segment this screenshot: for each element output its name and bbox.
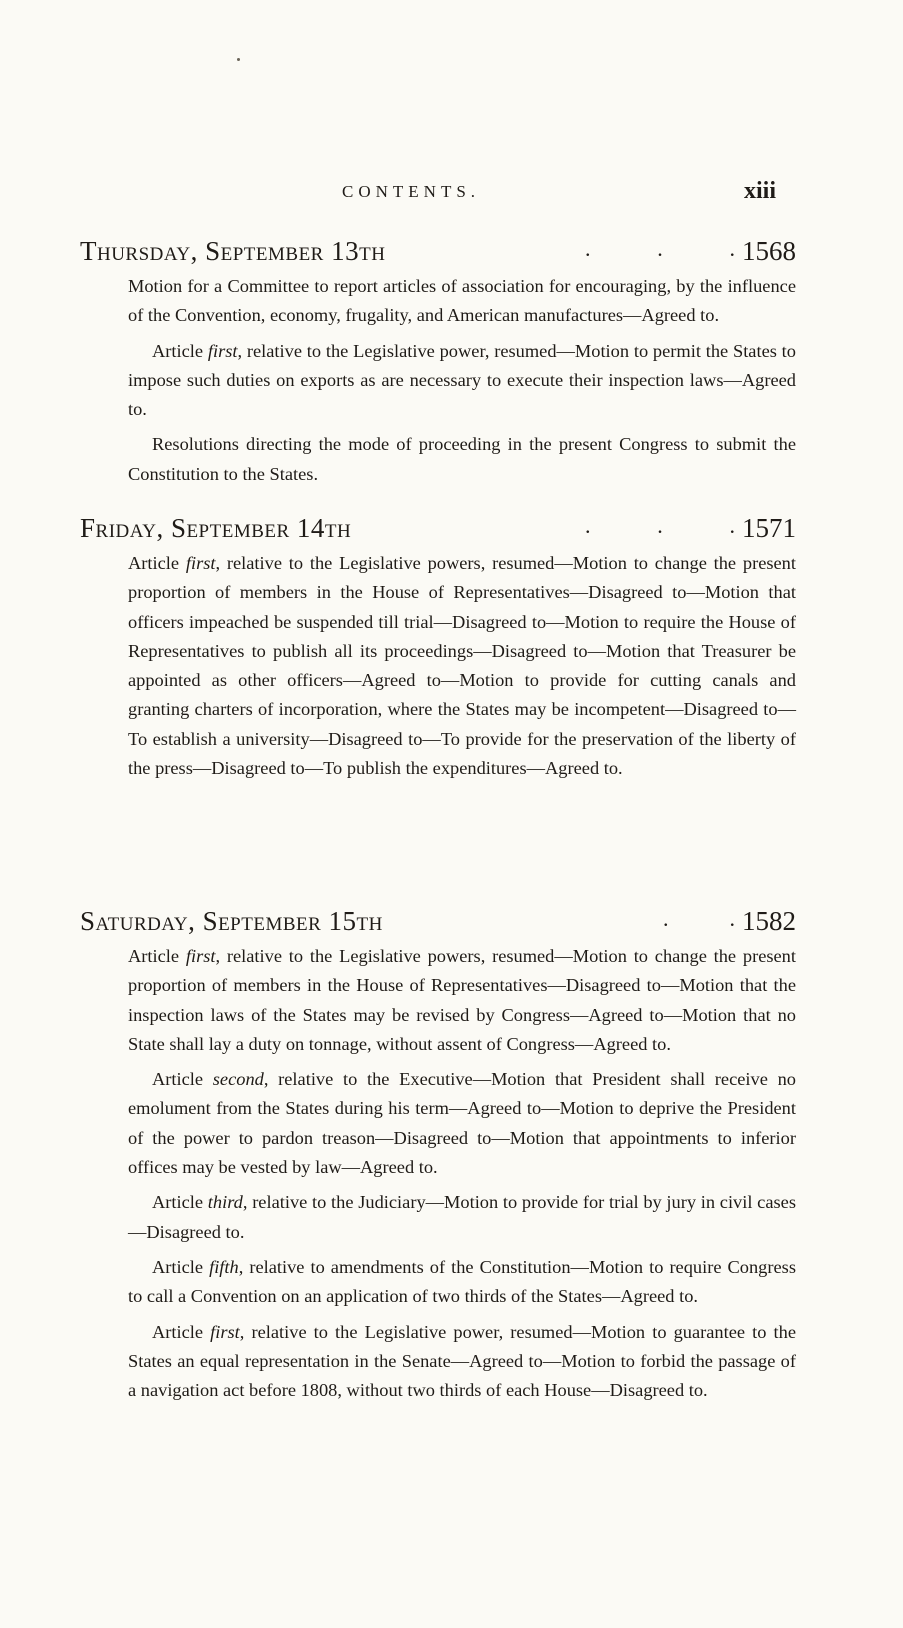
day-name: Thursday bbox=[80, 236, 191, 266]
entry-paragraph: Article third, relative to the Judiciary—Motion to provide for trial by jury in civil cases—Disagreed to. bbox=[128, 1192, 796, 1242]
entry-thursday bbox=[80, 236, 796, 495]
entry-saturday bbox=[80, 906, 796, 1411]
entry-paragraph: Article first, relative to the Legislative powers, resumed—Motion to change the present proportion of members in the House of Representatives—Disagreed to—Motion that the inspection laws of the States may be revised by Congress—Agreed to—Motion that no State shall lay a duty on tonnage, without assent of Congress—Agreed to. bbox=[128, 946, 796, 1054]
entry-paragraph: Article first, relative to the Legislative powers, resumed—Motion to change the present proportion of members in the House of Representatives—Disagreed to—Motion that officers impeached be suspended till trial—Disagreed to—Motion to require the House of Representatives to publish all its proceedings—Disagreed to—Motion that Treasurer be appointed as other officers—Agreed to—Motion to provide for cutting canals and granting charters of incorporation, where the States may be incompetent—Disagreed to—To establish a university—Disagreed to—To provide for the preservation of the liberty of the press—Disagreed to—To publish the expenditures—Agreed to. bbox=[128, 553, 796, 779]
entry-page-number: 1568 bbox=[742, 236, 796, 266]
entry-date: Thursday, September 13th bbox=[80, 236, 386, 266]
day-name: Friday bbox=[80, 513, 157, 543]
entry-paragraph: Resolutions directing the mode of proceeding in the present Congress to submit the Constitution to the States. bbox=[128, 434, 796, 484]
entry-heading bbox=[80, 236, 796, 272]
entry-paragraph: Article second, relative to the Executive—Motion that President shall receive no emolument from the States during his term—Agreed to—Motion to deprive the President of the power to pardon treason—Disagreed to—Motion that appointments to inferior offices may be vested by law—Agreed to. bbox=[128, 1069, 796, 1178]
entry-date: Saturday, September 15th bbox=[80, 906, 383, 936]
date-text: September 13th bbox=[205, 236, 386, 266]
date-text: September 15th bbox=[202, 906, 383, 936]
entry-heading bbox=[80, 513, 796, 549]
dot-leaders: . . . bbox=[585, 513, 735, 538]
entry-page-number: 1571 bbox=[742, 513, 796, 543]
entry-page-number: 1582 bbox=[742, 906, 796, 936]
entry-paragraph: Article first, relative to the Legislative power, resumed—Motion to guarantee to the States an equal representation in the Senate—Agreed to—Motion to forbid the passage of a navigation act before 1808, without two thirds of each House—Disagreed to. bbox=[128, 1321, 796, 1401]
dot-leaders: . . . bbox=[585, 236, 735, 261]
entry-friday bbox=[80, 513, 796, 789]
dot-leaders: . . bbox=[663, 906, 735, 931]
ink-speck bbox=[237, 58, 240, 61]
entry-paragraph: Article fifth, relative to amendments of the Constitution—Motion to require Congress to call a Convention on an application of two thirds of the States—Agreed to. bbox=[128, 1256, 796, 1307]
running-head bbox=[0, 178, 903, 218]
entry-paragraph: Article first, relative to the Legislative power, resumed—Motion to permit the States to impose such duties on exports as are necessary to execute their inspection laws—Agreed to. bbox=[128, 340, 796, 420]
entry-heading bbox=[80, 906, 796, 942]
entry-paragraph: Motion for a Committee to report articles of association for encouraging, by the influence of the Convention, economy, frugality, and American manufactures—Agreed to. bbox=[128, 276, 796, 326]
date-text: September 14th bbox=[170, 513, 352, 543]
entry-date: Friday, September 14th bbox=[80, 513, 352, 543]
running-title: CONTENTS. bbox=[342, 182, 481, 201]
page-number: xiii bbox=[744, 178, 777, 204]
day-name: Saturday bbox=[80, 906, 189, 936]
